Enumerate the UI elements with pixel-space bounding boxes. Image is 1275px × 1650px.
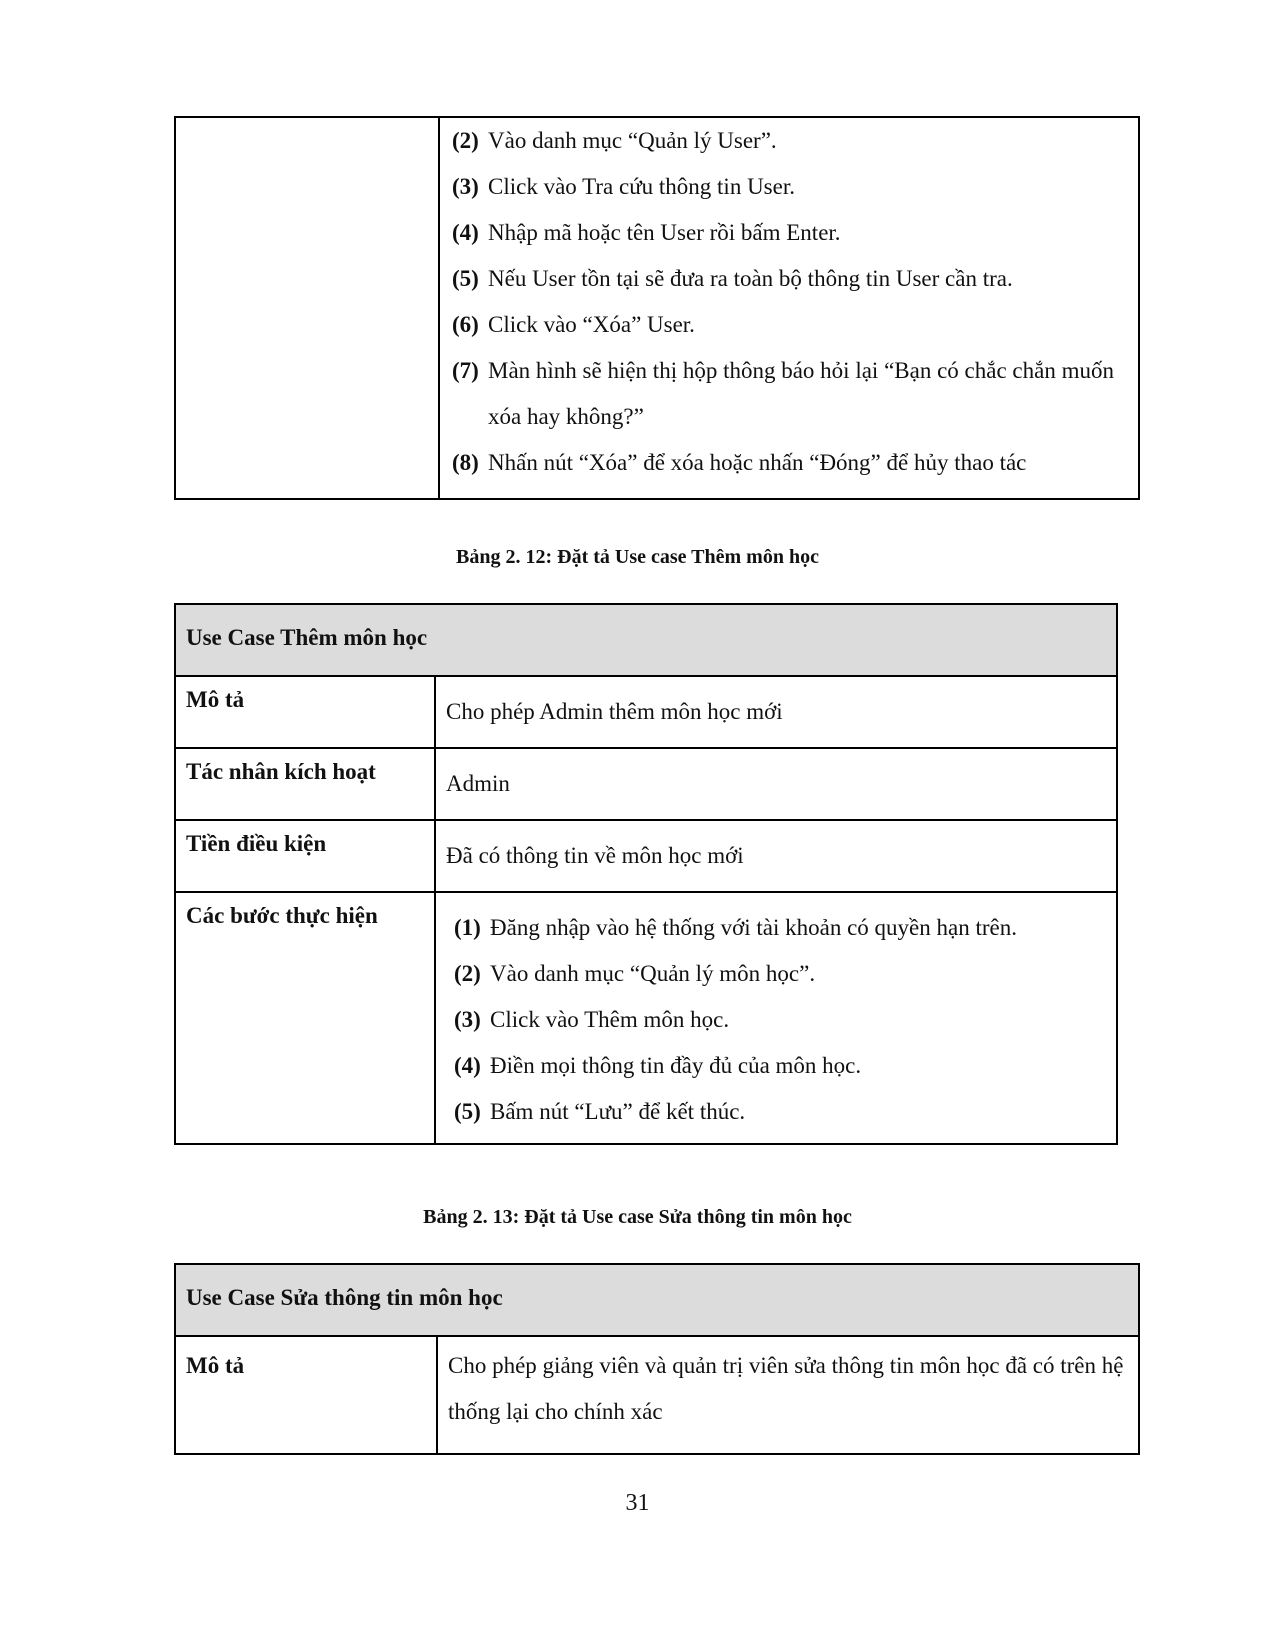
step-item: (5) Nếu User tồn tại sẽ đưa ra toàn bộ thông tin User cần tra. <box>452 266 1013 291</box>
label-cell-empty <box>175 117 439 499</box>
step-item: (1) Đăng nhập vào hệ thống với tài khoản có quyền hạn trên. <box>454 915 1017 940</box>
table-row <box>175 748 1117 820</box>
row-label: Các bước thực hiện <box>175 892 435 1144</box>
steps-cell <box>435 892 1117 1144</box>
row-label: Tiền điều kiện <box>175 820 435 892</box>
steps-cell <box>439 117 1139 499</box>
row-value: Cho phép giảng viên và quản trị viên sửa thông tin môn học đã có trên hệ thống lại cho chính xác <box>437 1336 1139 1454</box>
table-row <box>175 892 1117 1144</box>
row-label: Mô tả <box>175 1336 437 1454</box>
table-header-row <box>175 604 1117 676</box>
step-item: (3) Click vào Tra cứu thông tin User. <box>452 174 795 199</box>
step-item: (2) Vào danh mục “Quản lý môn học”. <box>454 961 816 986</box>
table-header-row <box>175 1264 1139 1336</box>
row-label: Mô tả <box>175 676 435 748</box>
step-item: (4) Nhập mã hoặc tên User rồi bấm Enter. <box>452 220 841 245</box>
row-value: Admin <box>435 748 1117 820</box>
table-row <box>175 676 1117 748</box>
table-row <box>175 117 1139 499</box>
table-header: Use Case Sửa thông tin môn học <box>175 1264 1139 1336</box>
step-item: (4) Điền mọi thông tin đầy đủ của môn học. <box>454 1053 862 1078</box>
row-value: Cho phép Admin thêm môn học mới <box>435 676 1117 748</box>
row-label: Tác nhân kích hoạt <box>175 748 435 820</box>
step-item: (2) Vào danh mục “Quản lý User”. <box>452 128 777 153</box>
steps-list <box>454 905 1106 1135</box>
table-use-case-sua-mon-hoc <box>174 1263 1140 1455</box>
table-row <box>175 820 1117 892</box>
step-item: (3) Click vào Thêm môn học. <box>454 1007 730 1032</box>
table-row <box>175 1336 1139 1454</box>
step-item: (5) Bấm nút “Lưu” để kết thúc. <box>454 1099 746 1124</box>
steps-list <box>452 118 1128 486</box>
table-caption: Bảng 2. 13: Đặt tả Use case Sửa thông tin môn học <box>423 1206 852 1228</box>
step-item: (7) Màn hình sẽ hiện thị hộp thông báo hỏi lại “Bạn có chắc chắn muốn xóa hay không?” <box>452 358 1114 429</box>
table-use-case-them-mon-hoc <box>174 603 1118 1145</box>
table-caption: Bảng 2. 12: Đặt tả Use case Thêm môn học <box>456 546 819 568</box>
table-header: Use Case Thêm môn học <box>175 604 1117 676</box>
step-item: (8) Nhấn nút “Xóa” để xóa hoặc nhấn “Đóng” để hủy thao tác <box>452 450 1027 475</box>
table-use-case-xoa-user-continued <box>174 116 1140 500</box>
page-number: 31 <box>625 1490 650 1516</box>
row-value: Đã có thông tin về môn học mới <box>435 820 1117 892</box>
step-item: (6) Click vào “Xóa” User. <box>452 312 695 337</box>
